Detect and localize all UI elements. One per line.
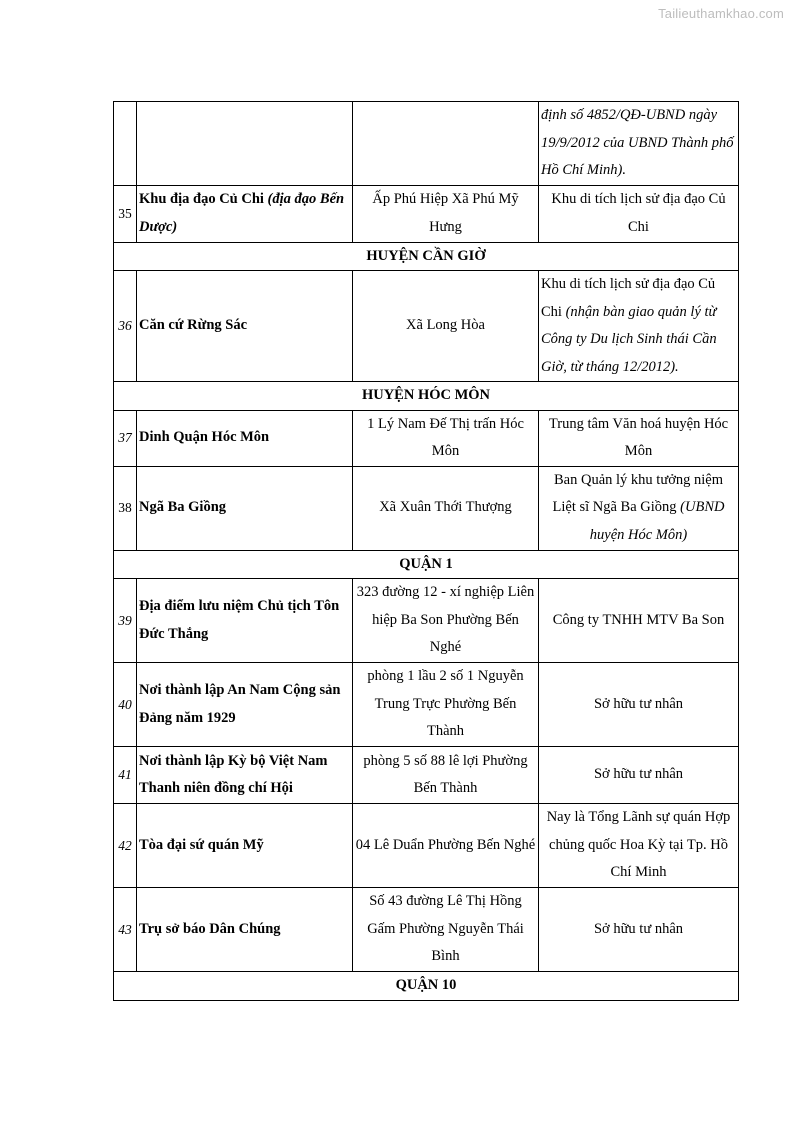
managing-body-note: (UBND huyện Hóc Môn) (589, 499, 725, 543)
site-address: 323 đường 12 - xí nghiệp Liên hiệp Ba Son Phường Bến Nghé (353, 579, 539, 663)
managing-body (539, 271, 739, 382)
managing-body: Sở hữu tư nhân (539, 888, 739, 972)
site-name: Nơi thành lập An Nam Cộng sản Đảng năm 1929 (137, 663, 353, 747)
site-address: 04 Lê Duẩn Phường Bến Nghé (353, 804, 539, 888)
site-name (137, 102, 353, 186)
table-row (114, 663, 739, 747)
row-number: 35 (114, 185, 137, 242)
managing-body: Nay là Tổng Lãnh sự quán Hợp chủng quốc Hoa Kỳ tại Tp. Hồ Chí Minh (539, 804, 739, 888)
site-address: Xã Long Hòa (353, 271, 539, 382)
row-number: 38 (114, 466, 137, 550)
row-number: 40 (114, 663, 137, 747)
site-address: phòng 5 số 88 lê lợi Phường Bến Thành (353, 747, 539, 804)
site-name-main: Khu địa đạo Củ Chi (139, 191, 268, 207)
managing-body: Công ty TNHH MTV Ba Son (539, 579, 739, 663)
watermark: Tailieuthamkhao.com (658, 6, 784, 21)
heritage-table (113, 101, 739, 1001)
section-row (114, 242, 739, 271)
table-row (114, 804, 739, 888)
section-heading: HUYỆN CẦN GIỜ (114, 242, 739, 271)
row-number: 43 (114, 888, 137, 972)
table-row (114, 747, 739, 804)
site-name: Căn cứ Rừng Sác (137, 271, 353, 382)
site-address: phòng 1 lầu 2 số 1 Nguyễn Trung Trực Phường Bến Thành (353, 663, 539, 747)
managing-body: Sở hữu tư nhân (539, 747, 739, 804)
row-number: 41 (114, 747, 137, 804)
table-row (114, 579, 739, 663)
site-address: Ấp Phú Hiệp Xã Phú Mỹ Hưng (353, 185, 539, 242)
site-name-note: (địa đạo Bến Dược) (139, 191, 345, 235)
site-address (353, 102, 539, 186)
site-name: Tòa đại sứ quán Mỹ (137, 804, 353, 888)
row-number: 37 (114, 410, 137, 466)
section-row (114, 972, 739, 1001)
managing-body-main: Ban Quản lý khu tưởng niệm Liệt sĩ Ngã Ba Giồng (552, 471, 723, 516)
site-address: 1 Lý Nam Đế Thị trấn Hóc Môn (353, 410, 539, 466)
table-row (114, 888, 739, 972)
site-name (137, 185, 353, 242)
table-row (114, 271, 739, 382)
site-name: Ngã Ba Giồng (137, 466, 353, 550)
managing-body-note: (nhận bàn giao quản lý từ Công ty Du lịch Sinh thái Cần Giờ, từ tháng 12/2012). (541, 303, 717, 375)
row-number: 39 (114, 579, 137, 663)
managing-body (539, 466, 739, 550)
row-number: 42 (114, 804, 137, 888)
site-name: Dinh Quận Hóc Môn (137, 410, 353, 466)
table-row (114, 466, 739, 550)
site-name: Địa điểm lưu niệm Chủ tịch Tôn Đức Thắng (137, 579, 353, 663)
managing-body: định số 4852/QĐ-UBND ngày 19/9/2012 của UBND Thành phố Hồ Chí Minh). (539, 102, 739, 186)
table-row (114, 185, 739, 242)
section-heading: HUYỆN HÓC MÔN (114, 382, 739, 411)
managing-body: Khu di tích lịch sử địa đạo Củ Chi (539, 185, 739, 242)
managing-body: Sở hữu tư nhân (539, 663, 739, 747)
row-number: 36 (114, 271, 137, 382)
site-name: Nơi thành lập Kỳ bộ Việt Nam Thanh niên đồng chí Hội (137, 747, 353, 804)
section-row (114, 382, 739, 411)
table-row (114, 410, 739, 466)
section-heading: QUẬN 1 (114, 550, 739, 579)
managing-body-main: Khu di tích lịch sử địa đạo Củ Chi (541, 276, 716, 320)
table-row (114, 102, 739, 186)
section-row (114, 550, 739, 579)
site-name: Trụ sở báo Dân Chúng (137, 888, 353, 972)
site-address: Xã Xuân Thới Thượng (353, 466, 539, 550)
section-heading: QUẬN 10 (114, 972, 739, 1001)
managing-body: Trung tâm Văn hoá huyện Hóc Môn (539, 410, 739, 466)
site-address: Số 43 đường Lê Thị Hồng Gấm Phường Nguyễn Thái Bình (353, 888, 539, 972)
row-number (114, 102, 137, 186)
